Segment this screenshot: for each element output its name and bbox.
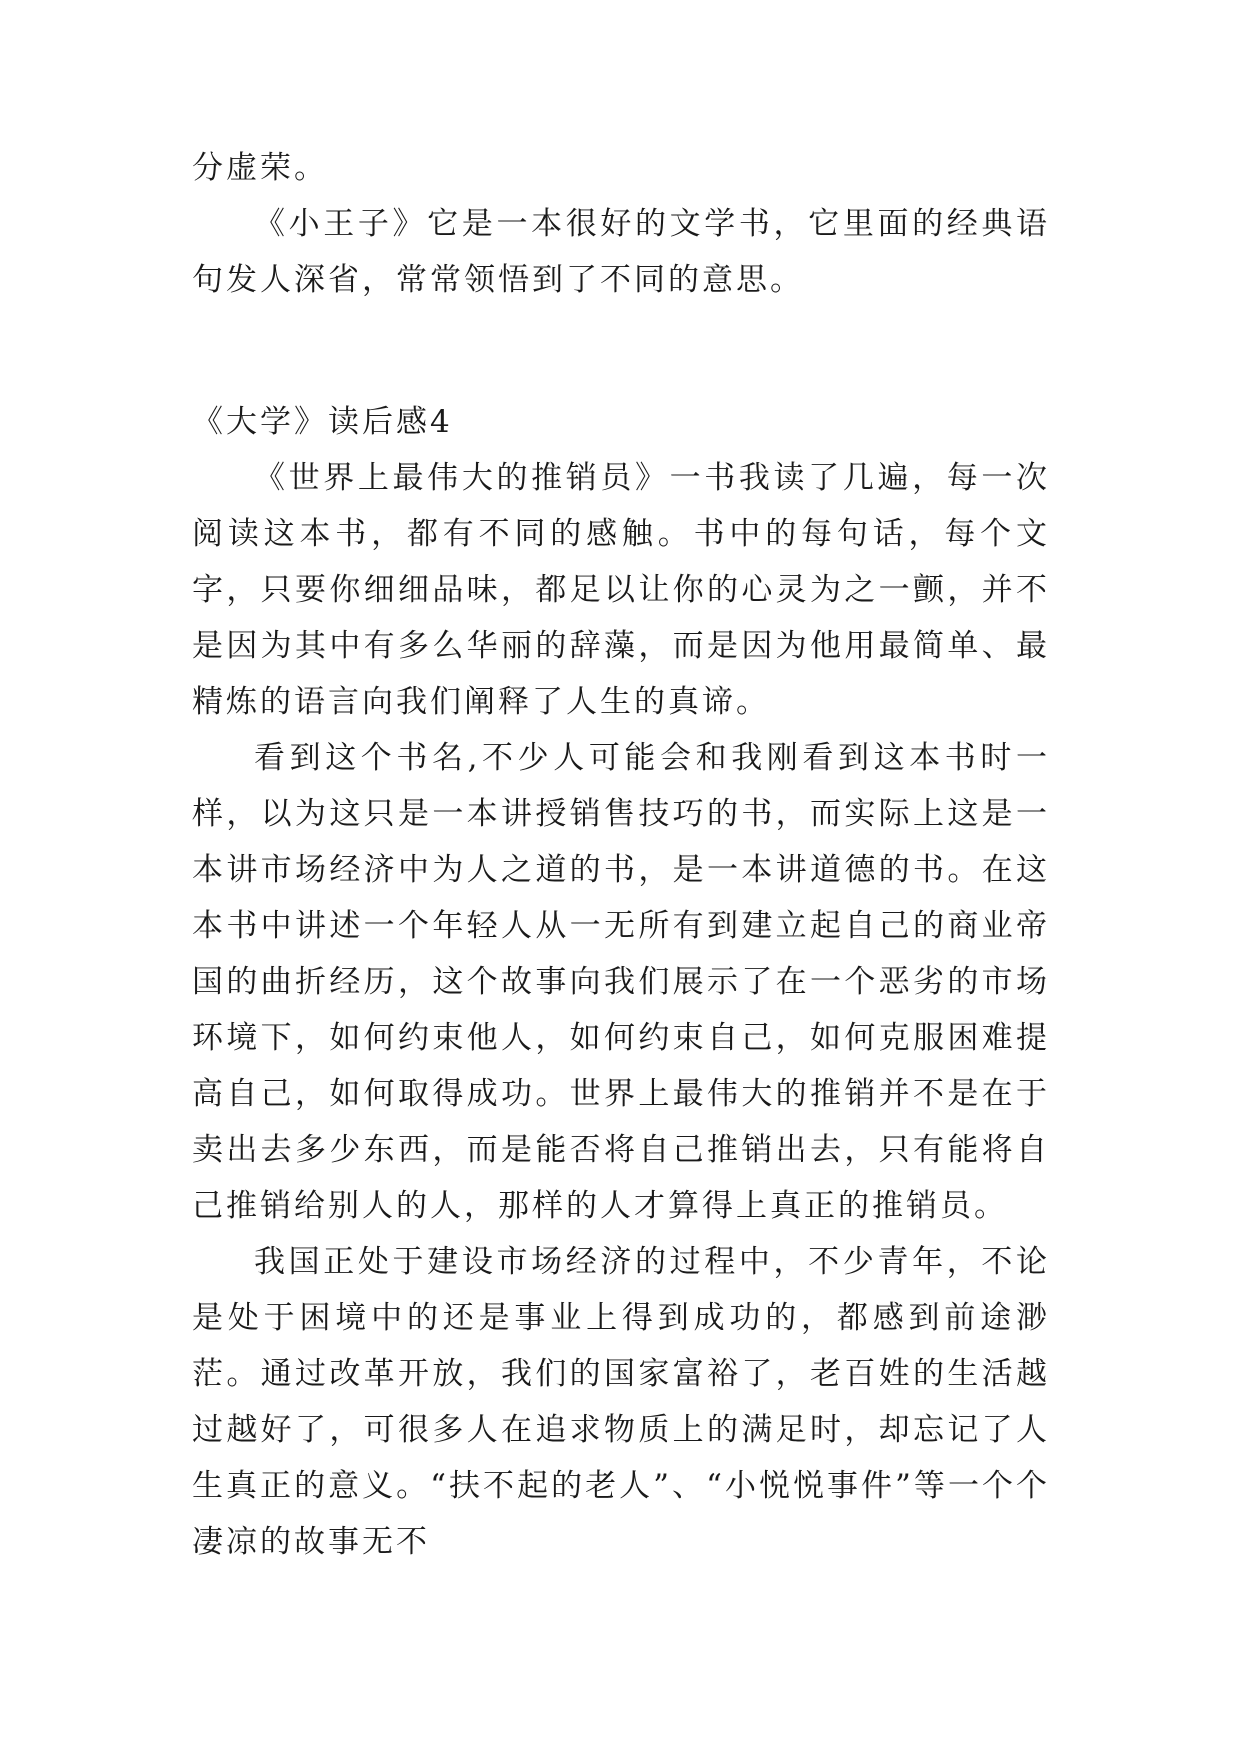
paragraph: 我国正处于建设市场经济的过程中，不少青年，不论是处于困境中的还是事业上得到成功的，都感到前途渺茫。通过改革开放，我们的国家富裕了，老百姓的生活越过越好了，可很多人在追求物质上的满足时，却忘记了人生真正的意义。“扶不起的老人”、“小悦悦事件”等一个个凄凉的故事无不 [192, 1244, 1050, 1560]
body-section [192, 450, 1050, 1570]
paragraph: 《小王子》它是一本很好的文学书，它里面的经典语句发人深省，常常领悟到了不同的意思。 [192, 206, 1050, 298]
paragraph-continuation: 分虚荣。 [192, 150, 328, 186]
paragraph: 《世界上最伟大的推销员》一书我读了几遍，每一次阅读这本书，都有不同的感触。书中的每句话，每个文字，只要你细细品味，都足以让你的心灵为之一颤，并不是因为其中有多么华丽的辞藻，而是因为他用最简单、最精炼的语言向我们阐释了人生的真谛。 [192, 460, 1050, 720]
section-heading: 《大学》读后感4 [192, 404, 453, 440]
top-section [192, 140, 1050, 308]
paragraph: 看到这个书名,不少人可能会和我刚看到这本书时一样，以为这只是一本讲授销售技巧的书，而实际上这是一本讲市场经济中为人之道的书，是一本讲道德的书。在这本书中讲述一个年轻人从一无所有到建立起自己的商业帝国的曲折经历，这个故事向我们展示了在一个恶劣的市场环境下，如何约束他人，如何约束自己，如何克服困难提高自己，如何取得成功。世界上最伟大的推销并不是在于卖出去多少东西，而是能否将自己推销出去，只有能将自己推销给别人的人，那样的人才算得上真正的推销员。 [192, 740, 1050, 1224]
